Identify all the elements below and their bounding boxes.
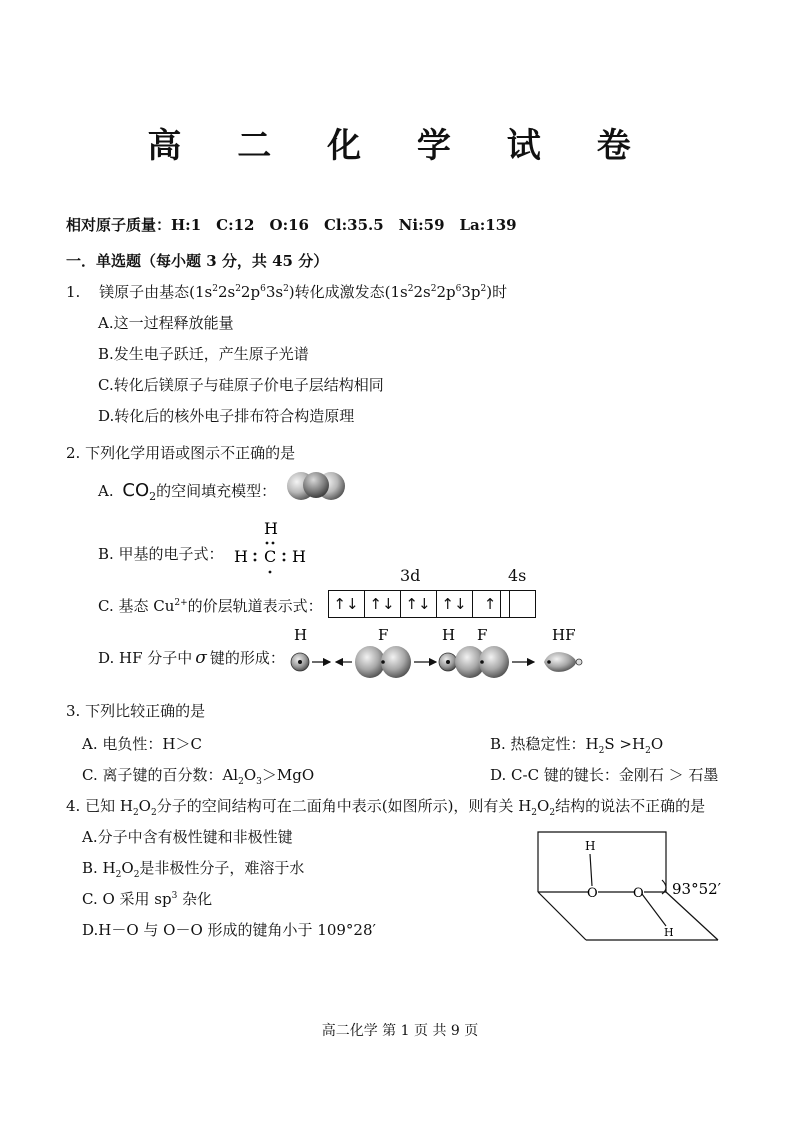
q2-option-c: C. 基态 $Cu^{2+}$的价层轨道表示式： [98,597,323,615]
q2-option-a: A. $CO_2$的空间填充模型： [98,480,277,503]
question-3-stem: 3. 下列比较正确的是 [66,702,206,720]
hf-label: HF [552,626,576,644]
orbital-3d-cell: ↑↓ [441,595,467,613]
hf-label: H [442,626,456,644]
h2o2-dihedral-figure [530,826,730,946]
q4-option-a: A.分子中含有极性键和非极性键 [82,828,293,846]
atomic-mass-line: 相对原子质量：H:1 C:12 O:16 Cl:35.5 Ni:59 La:139 [66,216,517,234]
q1-option-a: A.这一过程释放能量 [98,314,234,332]
h2o2-h-top: H [585,839,596,853]
h2o2-o-right: O [633,886,644,901]
orbital-3d-cell: ↑ [483,595,497,613]
orbital-4s-box [500,590,536,618]
h2o2-o-left: O [587,886,598,901]
question-number: 1. [66,283,81,301]
methyl-h-right: H [292,547,306,566]
q3-option-b: B. 热稳定性：$H_2S >H_2O$ [490,735,664,756]
orbital-3d-cell: ↑↓ [405,595,431,613]
q1-stem-text: 镁原子由基态$(1s^22s^22p^63s^2)$转化成激发态$(1s^22s^22p^63p^2)$时 [99,283,508,301]
q3-option-d: D. C-C 键的键长：金刚石 ＞ 石墨 [490,766,719,784]
q4-option-c: C. O 采用 $sp^3$ 杂化 [82,890,213,908]
q4-option-b: B. $H_2O_2$是非极性分子，难溶于水 [82,859,305,880]
page-title: 高 二 化 学 试 卷 [147,126,653,166]
orbital-3d-cell: ↑↓ [333,595,359,613]
hf-label: F [477,626,488,644]
q4-option-d: D.H－O 与 O－O 形成的键角小于 109°28′ [82,921,376,939]
q1-option-c: C.转化后镁原子与硅原子价电子层结构相同 [98,376,384,394]
q1-option-d: D.转化后的核外电子排布符合构造原理 [98,407,355,425]
page-footer: 高二化学 第 1 页 共 9 页 [321,1023,479,1039]
co2-space-filling-model [286,468,346,504]
h2o2-h-bottom: H [664,926,674,939]
methyl-h-top: H [264,519,278,538]
q2-option-d: D. HF 分子中 σ 键的形成： [98,648,285,668]
question-1-stem [66,281,507,302]
hf-label: F [378,626,389,644]
orbital-label-3d: 3d [400,566,421,585]
q1-option-b: B.发生电子跃迁，产生原子光谱 [98,345,309,363]
hf-label: H [294,626,308,644]
methyl-h-left: H [234,547,248,566]
q3-option-c: C. 离子键的百分数：$Al_2O_3>MgO$ [82,766,315,787]
orbital-3d-cell: ↑↓ [369,595,395,613]
q3-option-a: A. 电负性：H＞C [82,735,202,753]
methyl-c: C [264,547,277,566]
question-4-stem: 4. 已知 $H_2O_2$分子的空间结构可在二面角中表示(如图所示)，则有关 $H_2O_2$结构的说法不正确的是 [66,797,706,818]
question-2-stem: 2. 下列化学用语或图示不正确的是 [66,444,296,462]
hf-sigma-bond-diagram [286,624,596,684]
methyl-electron-formula [230,518,310,580]
q2-option-b: B. 甲基的电子式： [98,545,224,563]
section-heading: 一．单选题（每小题 3 分，共 45 分） [66,252,329,270]
h2o2-dihedral-angle: 93°52′ [672,880,722,898]
orbital-label-4s: 4s [508,566,527,585]
